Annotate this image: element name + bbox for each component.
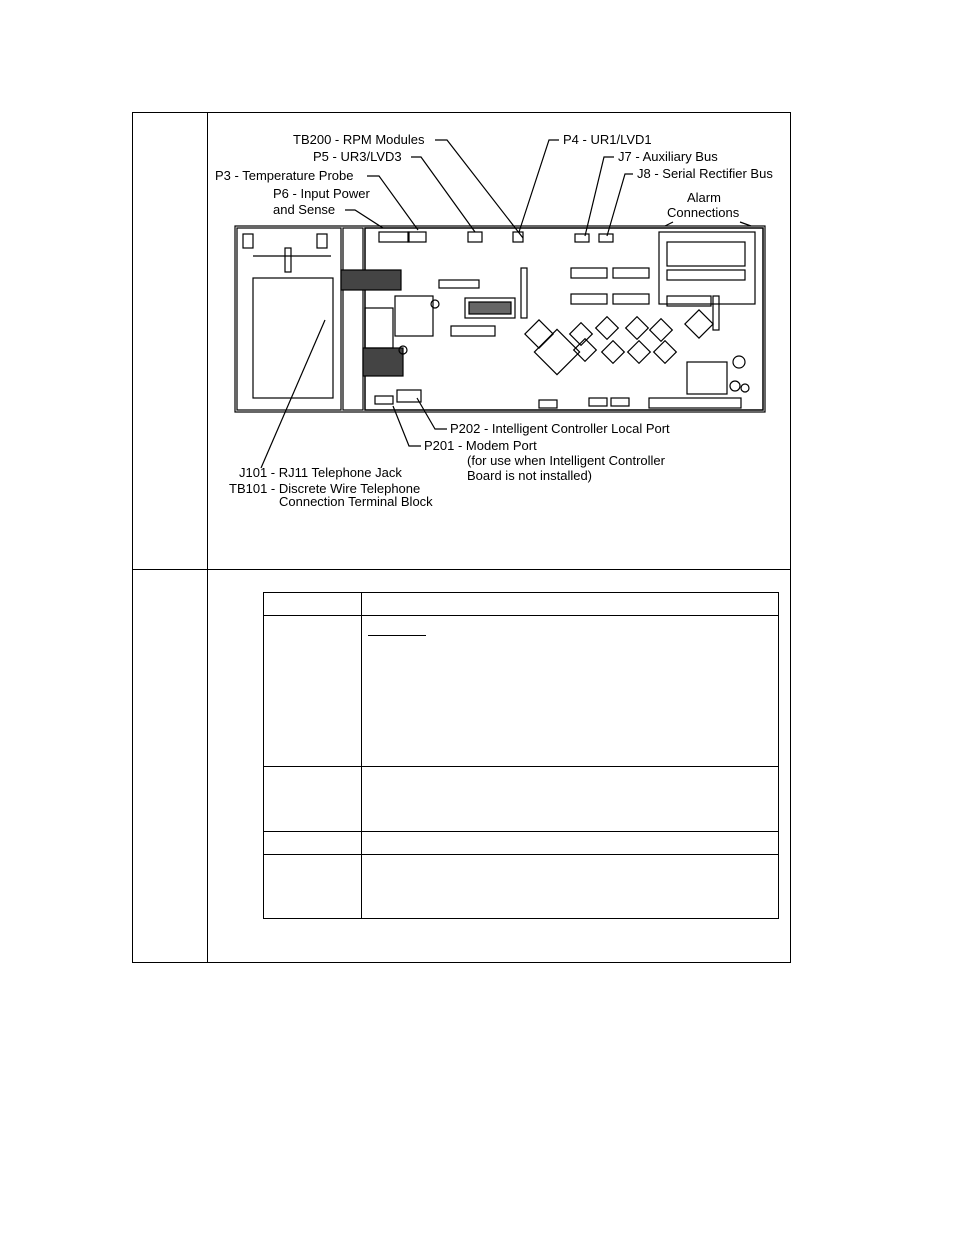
label-j8: J8 - Serial Rectifier Bus bbox=[637, 166, 773, 181]
label-p201: P201 - Modem Port bbox=[424, 438, 537, 453]
label-p4: P4 - UR1/LVD1 bbox=[563, 132, 652, 147]
label-p5: P5 - UR3/LVD3 bbox=[313, 149, 402, 164]
row-divider bbox=[132, 569, 791, 570]
label-p6-line1: P6 - Input Power bbox=[273, 186, 370, 201]
board-drawing bbox=[235, 226, 765, 412]
step-column-divider bbox=[207, 112, 208, 963]
label-p3: P3 - Temperature Probe bbox=[215, 168, 354, 183]
table-row bbox=[264, 854, 778, 855]
table-row bbox=[264, 766, 778, 767]
label-p201-note2: Board is not installed) bbox=[467, 468, 593, 483]
table-row bbox=[264, 615, 778, 616]
label-alarm-line2: Connections bbox=[667, 205, 740, 220]
table-row bbox=[264, 831, 778, 832]
label-j101: J101 - RJ11 Telephone Jack bbox=[239, 465, 402, 480]
label-alarm-line1: Alarm bbox=[687, 190, 721, 205]
label-tb200: TB200 - RPM Modules bbox=[293, 132, 425, 147]
underline-mark bbox=[368, 635, 426, 636]
label-p202: P202 - Intelligent Controller Local Port bbox=[450, 421, 670, 436]
label-p201-note1: (for use when Intelligent Controller bbox=[467, 453, 665, 468]
label-tb101-line1: TB101 - Discrete Wire Telephone bbox=[229, 481, 421, 496]
label-tb101-line2: Connection Terminal Block bbox=[279, 494, 433, 509]
label-j7: J7 - Auxiliary Bus bbox=[618, 149, 718, 164]
table-column-divider bbox=[361, 593, 362, 918]
label-p6-line2: and Sense bbox=[273, 202, 336, 217]
parameter-table bbox=[263, 592, 779, 919]
controller-board-diagram bbox=[213, 130, 787, 520]
